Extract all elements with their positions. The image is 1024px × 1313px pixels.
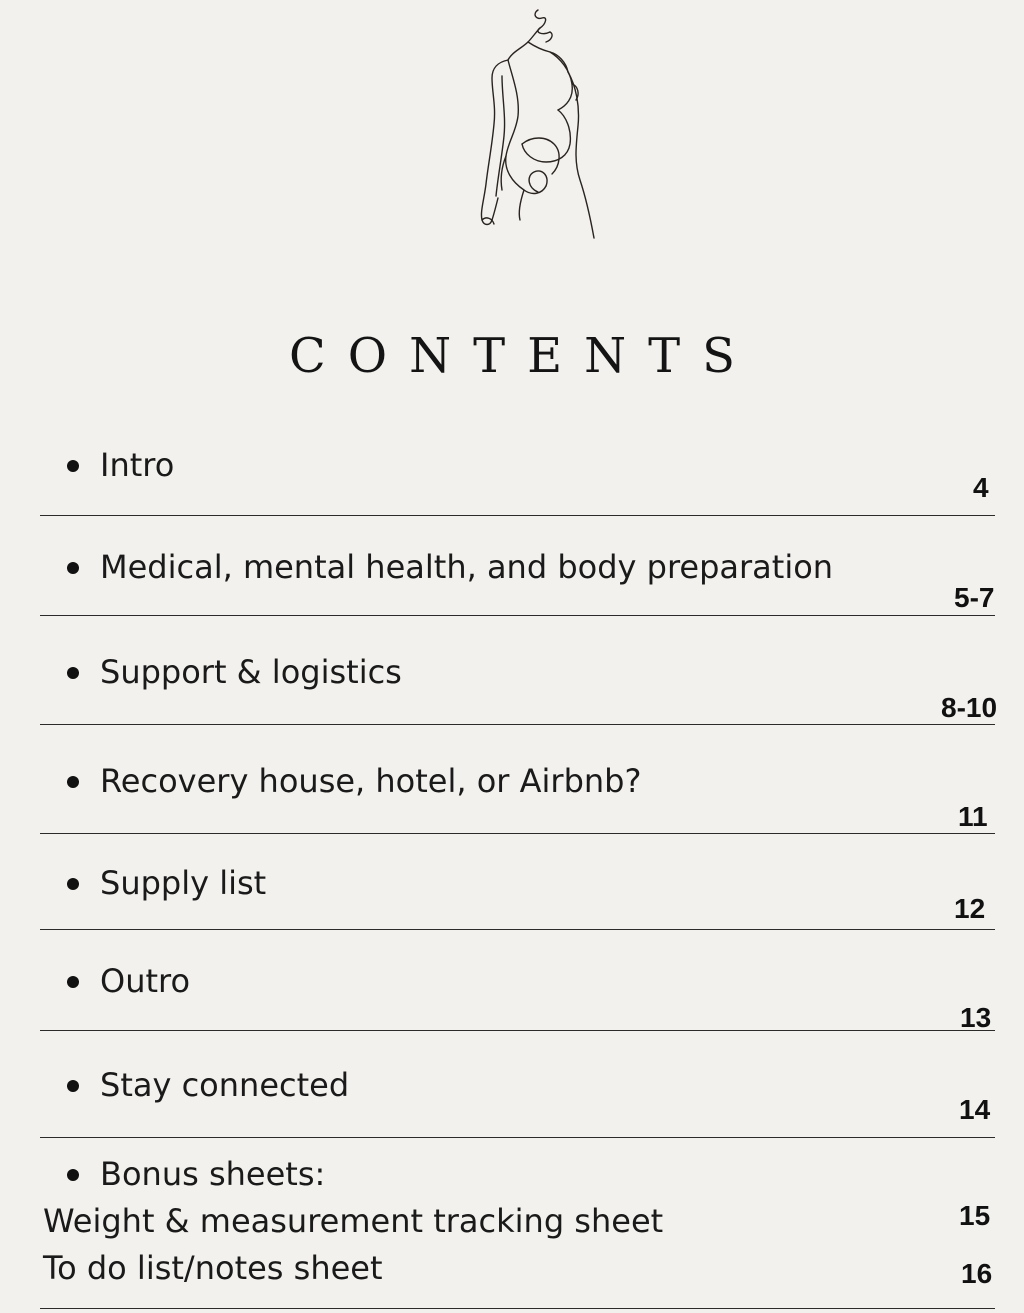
bullet-dot — [67, 667, 79, 679]
page-number-weight-tracking: 15 — [959, 1200, 991, 1231]
bonus-item-todo-notes: To do list/notes sheet — [43, 1249, 383, 1287]
divider — [40, 1137, 995, 1138]
bullet-dot — [67, 878, 79, 890]
toc-entry-medical: Medical, mental health, and body preparation — [100, 548, 834, 586]
bonus-item-weight-tracking: Weight & measurement tracking sheet — [43, 1202, 664, 1240]
page-number-stay-connected: 14 — [959, 1094, 991, 1125]
toc-entry-outro: Outro — [100, 962, 191, 1000]
toc-entry-bonus-sheets: Bonus sheets: — [100, 1155, 326, 1193]
bullet-dot — [67, 1080, 79, 1092]
page-number-todo-notes: 16 — [961, 1258, 993, 1289]
divider — [40, 1030, 995, 1031]
toc-entry-stay-connected: Stay connected — [100, 1066, 350, 1104]
page-number-intro: 4 — [973, 472, 989, 503]
divider — [40, 929, 995, 930]
page-number-outro: 13 — [960, 1002, 992, 1033]
toc-entry-intro: Intro — [100, 446, 175, 484]
page-title: CONTENTS — [288, 328, 758, 384]
page-number-medical: 5-7 — [954, 582, 995, 613]
toc-entry-supply: Supply list — [100, 864, 267, 902]
bullet-dot — [67, 460, 79, 472]
divider — [40, 1308, 995, 1309]
line-art-figure-icon — [462, 6, 612, 242]
bullet-dot — [67, 562, 79, 574]
divider — [40, 724, 995, 725]
bullet-dot — [67, 1169, 79, 1181]
toc-entry-support: Support & logistics — [100, 653, 402, 691]
toc-entry-recovery: Recovery house, hotel, or Airbnb? — [100, 762, 642, 800]
page-number-support: 8-10 — [941, 692, 998, 723]
page-number-supply: 12 — [954, 893, 986, 924]
divider — [40, 833, 995, 834]
divider — [40, 515, 995, 516]
page-number-recovery: 11 — [958, 801, 988, 832]
bullet-dot — [67, 976, 79, 988]
bullet-dot — [67, 776, 79, 788]
divider — [40, 615, 995, 616]
